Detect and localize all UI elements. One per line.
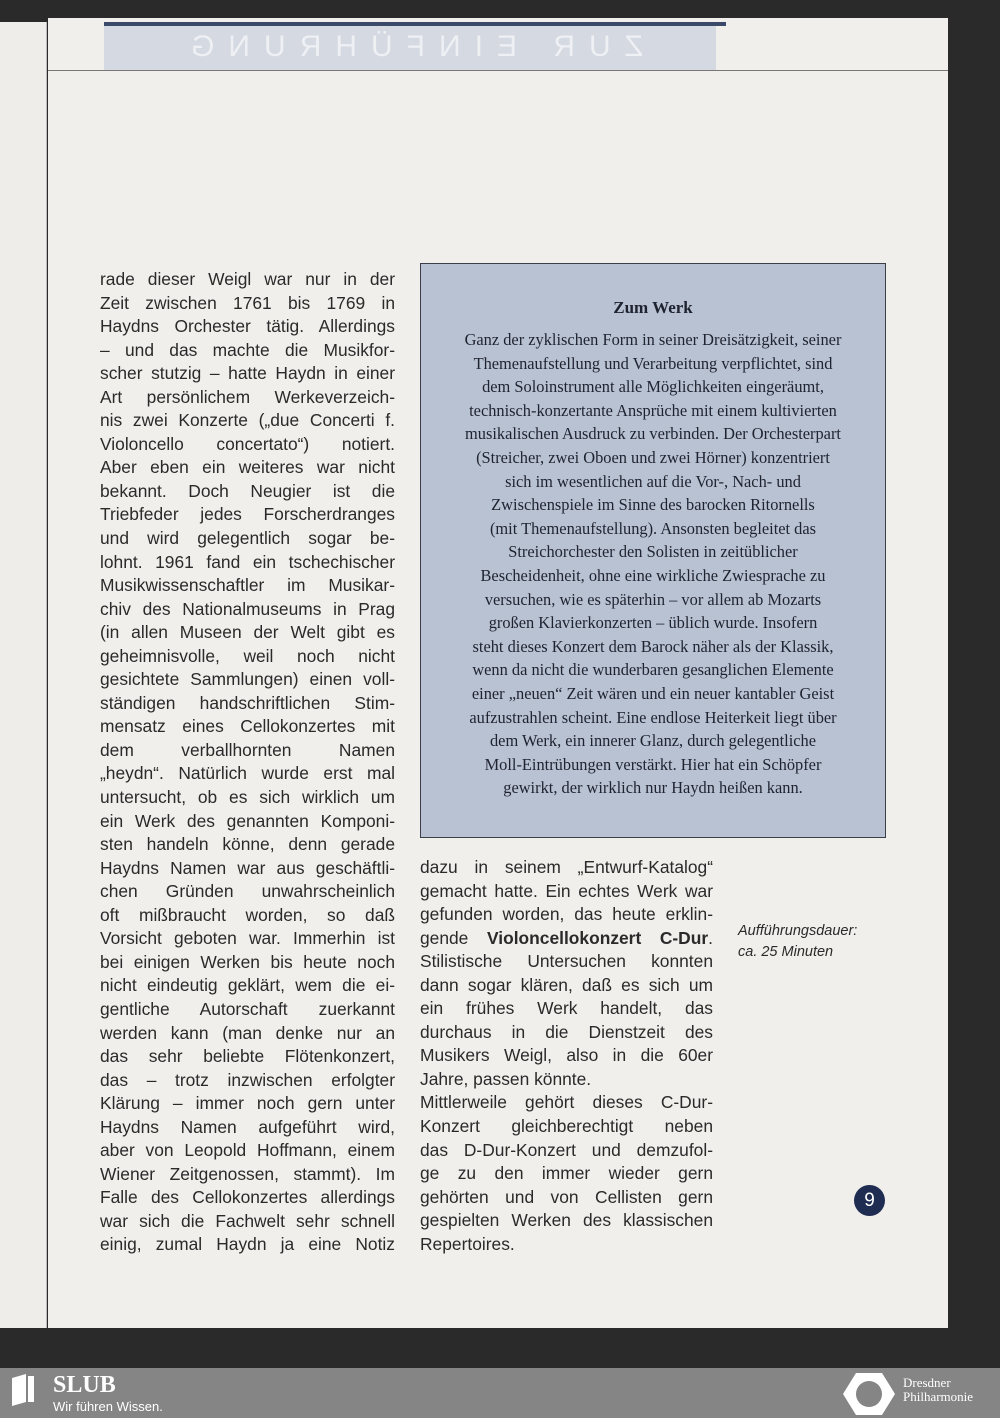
footer-bar <box>0 1368 1000 1418</box>
text-line: Haydns Namen war aus geschäftli- <box>100 857 395 878</box>
box-text-line: sich im wesentlichen auf die Vor-, Nach- und <box>505 471 801 491</box>
partner-line2: Philharmonie <box>903 1389 974 1404</box>
text-line: war sich die Fachwelt sehr schnell <box>100 1210 395 1231</box>
text-line: rade dieser Weigl war nur in der <box>100 269 395 289</box>
text-line: Haydns Orchester tätig. Allerdings <box>100 316 395 337</box>
text-line: werden kann (man denke nur an <box>100 1022 395 1043</box>
facing-page-edge <box>0 22 47 1328</box>
section-title-showthrough: ZUR EINFÜHRUNG <box>177 30 643 63</box>
text-line: und wird gelegentlich sogar be- <box>100 528 395 549</box>
duration-label: Aufführungsdauer: <box>738 923 858 939</box>
performance-duration <box>738 921 857 963</box>
text-line: Aber eben ein weiteres war nicht <box>100 457 395 478</box>
text-line: untersucht, ob es sich wirklich um <box>100 787 395 808</box>
slub-tagline: Wir führen Wissen. <box>53 1399 163 1414</box>
box-text-line: dem Soloinstrument alle Möglichkeiten eingeräumt, <box>482 377 824 397</box>
document-page <box>48 18 948 1328</box>
text-line: Musikers Weigl, also in die 60er <box>420 1045 713 1066</box>
text-line: gemacht hatte. Ein echtes Werk war <box>420 880 713 901</box>
text-line: Vorsicht geboten war. Immerhin ist <box>100 928 395 949</box>
box-text-line: Ganz der zyklischen Form in seiner Dreisätzigkeit, seiner <box>464 330 842 349</box>
text-line: – und das machte die Musikfor- <box>100 339 395 360</box>
text-line: ständigen handschriftlichen Stim- <box>100 692 395 713</box>
box-text-line: Moll-Eintrübungen verstärkt. Hier hat ein Schöpfer <box>484 754 822 774</box>
text-line: Jahre, passen könnte. <box>420 1068 592 1089</box>
text-line: scher stutzig – hatte Haydn in einer <box>100 363 395 384</box>
box-text <box>421 328 885 800</box>
text-line: gehörten und von Cellisten gern <box>420 1186 713 1207</box>
text-line: Stilistische Untersuchen konnten <box>420 951 713 972</box>
text-span: . <box>708 927 713 948</box>
text-line: sten handeln könne, denn gerade <box>100 834 395 855</box>
text-line: Konzert gleichberechtigt neben <box>420 1116 713 1137</box>
text-line: gentliche Autorschaft zuerkannt <box>100 998 395 1019</box>
box-text-line: Streichorchester den Solisten in zeitüblicher <box>508 542 798 562</box>
text-line: chiv des Nationalmuseums in Prag <box>100 598 395 619</box>
text-line: Art persönlichem Werkeverzeich- <box>100 386 395 407</box>
box-text-line: Themenaufstellung und Verarbeitung verpflichtet, sind <box>473 353 833 373</box>
page-number-badge: 9 <box>854 1185 885 1216</box>
box-text-line: Zwischenspiele im Sinne des barocken Ritornells <box>491 495 815 515</box>
text-line: aber von Leopold Hoffmann, einem <box>100 1140 395 1161</box>
box-text-line: (Streicher, zwei Oboen und zwei Hörner) konzentriert <box>476 447 830 467</box>
text-line: durchaus in die Dienstzeit des <box>420 1021 713 1042</box>
box-text-line: Bescheidenheit, ohne eine wirkliche Zwiesprache zu <box>480 565 826 585</box>
text-line: Repertoires. <box>420 1233 515 1254</box>
text-line: dazu in seinem „Entwurf-Katalog“ <box>420 857 713 877</box>
text-line: ein Werk des genannten Komponi- <box>100 810 395 831</box>
box-text-line: großen Klavierkonzerten – üblich wurde. Insofern <box>488 613 818 633</box>
box-text-line: dem Werk, ein innerer Glanz, durch gelegentliche <box>489 731 817 751</box>
text-line: gespielten Werken des klassischen <box>420 1210 713 1231</box>
text-line: lohnt. 1961 fand ein tschechischer <box>100 551 395 572</box>
text-line: nicht eindeutig geklärt, wem die ei- <box>100 975 395 996</box>
box-text-line: gewirkt, der wirklich nur Haydn heißen kann. <box>503 778 803 798</box>
text-line: das D-Dur-Konzert und demzufol- <box>420 1139 713 1160</box>
text-line: Falle des Cellokonzertes allerdings <box>100 1187 395 1208</box>
text-line: Zeit zwischen 1761 bis 1769 in <box>100 292 395 313</box>
philharmonie-logo-icon <box>842 1372 896 1416</box>
text-line: Haydns Namen aufgeführt wird, <box>100 1116 395 1137</box>
text-line: Violoncello concertato“) notiert. <box>100 433 395 454</box>
text-line: nis zwei Konzerte („due Concerti f. <box>100 410 395 431</box>
slub-logo: SLUB <box>53 1372 116 1398</box>
header-divider <box>48 70 948 71</box>
text-line: gesichtete Sammlungen) einen voll- <box>100 669 395 690</box>
text-line: bei einigen Werken bis heute noch <box>100 951 395 972</box>
zum-werk-box <box>420 263 886 838</box>
text-line <box>420 927 713 951</box>
text-line: ein frühes Werk handelt, das <box>420 998 713 1019</box>
box-title: Zum Werk <box>613 298 693 317</box>
box-text-line: aufzustrahlen scheint. Eine endlose Heiterkeit liegt über <box>469 707 837 727</box>
middle-text-column <box>420 856 713 1256</box>
partner-name <box>903 1376 973 1404</box>
text-line: „heydn“. Natürlich wurde erst mal <box>100 763 395 784</box>
text-line: gefunden worden, das heute erklin- <box>420 904 713 925</box>
box-text-line: (mit Themenaufstellung). Ansonsten begleitet das <box>489 518 817 538</box>
box-text-line: einer „neuen“ Zeit wären und ein neuer kantabler Geist <box>471 683 835 703</box>
text-line: Triebfeder jedes Forscherdranges <box>100 504 395 525</box>
text-line: bekannt. Doch Neugier ist die <box>100 480 395 501</box>
text-line: dem verballhornten Namen <box>100 739 395 760</box>
text-line: mensatz eines Cellokonzertes mit <box>100 716 395 737</box>
text-line: Wiener Zeitgenossen, stammt). Im <box>100 1163 395 1184</box>
text-line: dann sogar klären, daß es sich um <box>420 974 713 995</box>
text-line: Mittlerweile gehört dieses C-Dur- <box>420 1092 713 1113</box>
text-line: oft mißbraucht worden, so daß <box>100 904 395 925</box>
text-line: einig, zumal Haydn ja eine Notiz <box>100 1234 395 1255</box>
partner-line1: Dresdner <box>903 1375 951 1390</box>
slub-book-icon <box>10 1374 36 1406</box>
text-line: geheimnisvolle, weil noch nicht <box>100 645 395 666</box>
text-line: das sehr beliebte Flötenkonzert, <box>100 1046 395 1067</box>
box-text-line: wenn da nicht die wunderbaren gesanglichen Elemente <box>472 660 834 680</box>
text-line: ge zu den immer wieder gern <box>420 1163 713 1184</box>
text-line: das – trotz inzwischen erfolgter <box>100 1069 395 1090</box>
box-text-line: versuchen, wie es späterhin – vor allem ab Mozarts <box>484 589 822 609</box>
text-line: Klärung – immer noch gern unter <box>100 1093 395 1114</box>
text-span: gende <box>420 927 487 948</box>
work-title: Violoncellokonzert C-Dur <box>486 927 709 948</box>
text-line: Musikwissenschaftler im Musikar- <box>100 575 395 596</box>
box-text-line: technisch-konzertante Ansprüche mit einem kultivierten <box>469 400 837 420</box>
text-line: chen Gründen unwahrscheinlich <box>100 881 395 902</box>
box-text-line: musikalischen Ausdruck zu verbinden. Der Orchesterpart <box>465 424 841 444</box>
box-text-line: steht dieses Konzert dem Barock näher als der Klassik, <box>472 636 834 656</box>
text-line: (in allen Museen der Welt gibt es <box>100 622 395 643</box>
left-text-column <box>100 268 395 1257</box>
duration-value: ca. 25 Minuten <box>738 944 834 960</box>
